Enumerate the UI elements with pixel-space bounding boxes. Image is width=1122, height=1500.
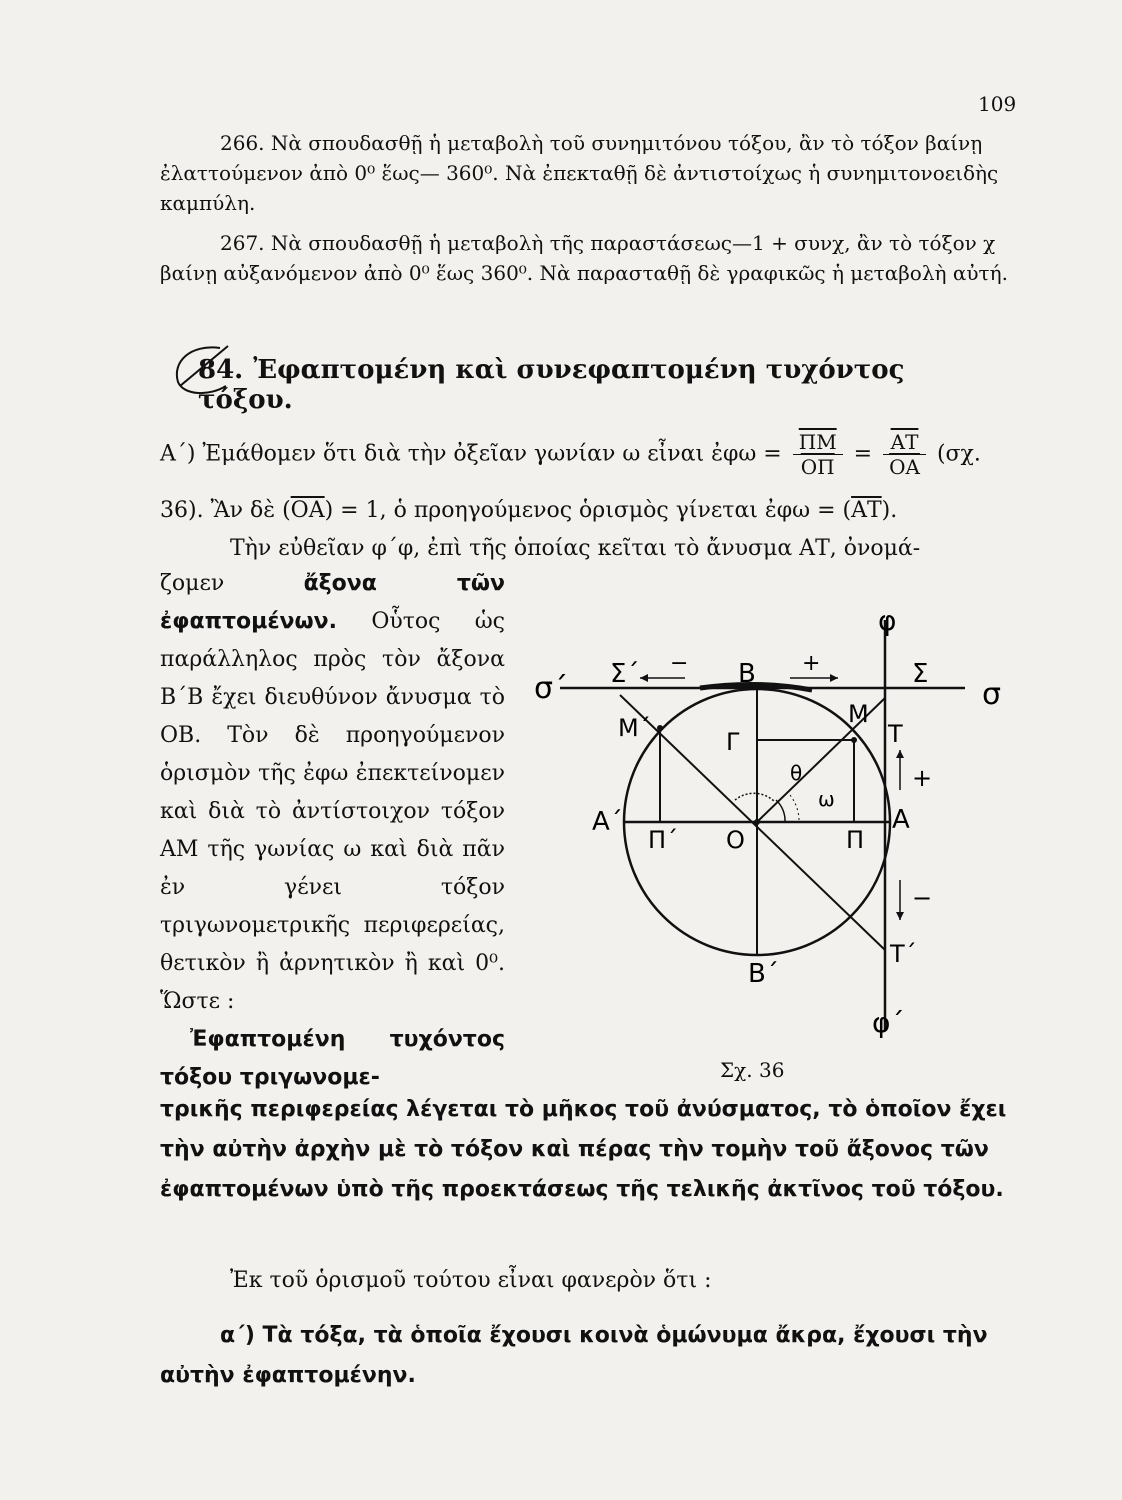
label-O: Ο xyxy=(726,826,745,854)
section-number: 84. xyxy=(198,355,244,385)
exercise-text: Νὰ σπουδασθῇ ἡ μεταβολὴ τοῦ συνημιτόνου τόξου, ἂν τὸ τόξον βαίνῃ ἐλαττούμενον ἀπὸ 0⁰ ἕως— 360⁰. Νὰ ἐπεκταθῇ δὲ ἀντιστοίχως ἡ συνημιτονοειδὴς καμπύλη. xyxy=(160,131,999,215)
fraction-pm-op: $\frac{\overline{\Pi M}}{O\Pi}$ xyxy=(793,430,843,479)
text: Ἐμάθομεν ὅτι διὰ τὴν ὀξεῖαν γωνίαν ω εἶναι ἐφω = xyxy=(202,441,782,467)
label-sigma: σ xyxy=(982,677,1002,712)
label-A: Α xyxy=(892,805,910,835)
term-tangent-axis: ἄξονα τῶν ἐφαπτομένων. xyxy=(160,571,505,634)
label-phi-prime: φ΄ xyxy=(872,1006,905,1039)
definition-rest: τρικῆς περιφερείας λέγεται τὸ μῆκος τοῦ ἀνύσματος, τὸ ὁποῖον ἔχει τὴν αὐτὴν ἀρχὴν μὲ τὸ τόξον καὶ πέρας τὴν τομὴν τοῦ ἄξονος τῶν ἐφαπτομένων ὑπὸ τῆς προεκτάσεως τῆς τελικῆς ἀκτῖνος τοῦ τόξου. xyxy=(160,1097,1007,1202)
exercise-number: 266. xyxy=(220,131,265,155)
label-M: Μ xyxy=(848,700,869,728)
conclusion-line: Ἐκ τοῦ ὁρισμοῦ τούτου εἶναι φανερὸν ὅτι : xyxy=(230,1268,712,1293)
item-prefix: Α΄) xyxy=(160,441,196,467)
section-title: Ἐφαπτομένη καὶ συνεφαπτομένη τυχόντος τόξου. xyxy=(198,355,905,415)
exercise-number: 267. xyxy=(220,231,265,255)
angle-theta-arc xyxy=(735,793,775,802)
paragraph-a-line2 xyxy=(160,492,1020,530)
label-P-prime: Π΄ xyxy=(648,826,679,854)
page-number: 109 xyxy=(978,92,1017,116)
point-m xyxy=(851,737,857,743)
label-minus-vertical: − xyxy=(912,884,933,912)
label-minus-horizontal: − xyxy=(670,651,689,676)
fraction-at-oa: $\frac{\overline{AT}}{OA}$ xyxy=(883,430,926,479)
arrow-head xyxy=(896,750,904,758)
label-T: Τ xyxy=(888,720,903,748)
point-m-prime xyxy=(657,725,663,731)
label-G: Γ xyxy=(726,728,740,756)
definition-start: Ἐφαπτομένη τυχόντος τόξου τριγωνομε- xyxy=(160,1027,505,1090)
item-a: α΄) Τὰ τόξα, τὰ ὁποῖα ἔχουσι κοινὰ ὁμώνυμα ἄκρα, ἔχουσι τὴν αὐτὴν ἐφαπτομένην. xyxy=(160,1323,988,1388)
exercise-266 xyxy=(160,128,1020,218)
label-S: Σ xyxy=(912,659,929,689)
figure-36-diagram xyxy=(520,600,1020,1060)
label-S-prime: Σ΄ xyxy=(610,659,640,689)
arrow-head xyxy=(896,912,904,920)
vector-oa: $\overline{OA}$ xyxy=(290,498,325,523)
label-A-prime: Α΄ xyxy=(592,807,623,837)
label-phi: φ xyxy=(878,604,897,637)
label-P: Π xyxy=(846,826,865,854)
label-sigma-prime: σ΄ xyxy=(534,671,569,706)
label-B: Β xyxy=(738,659,756,689)
label-omega: ω xyxy=(818,787,835,811)
left-column-text xyxy=(160,565,505,1097)
label-M-prime: Μ΄ xyxy=(618,714,651,742)
text: Οὗτος ὡς παράλληλος πρὸς τὸν ἄξονα Β΄Β ἔχει διευθύνον ἄνυσμα τὸ ΟΒ. Τὸν δὲ προηγούμενον ὁρισμὸν τῆς ἐφω ἐπεκτείνομεν καὶ διὰ τὸ ἀντίστοιχον τόξον ΑΜ τῆς γωνίας ω καὶ διὰ πᾶν ἐν γένει τόξον τριγωνομετρικῆς περιφερείας, θετικὸν ἢ ἀρνητικὸν ἢ καὶ 0⁰. Ὥστε : xyxy=(160,609,506,1014)
label-plus-vertical: + xyxy=(912,764,933,792)
text: 36). Ἂν δὲ ( xyxy=(160,498,291,523)
text: ζομεν xyxy=(160,571,225,596)
text: ) = 1, ὁ προηγούμενος ὁρισμὸς γίνεται ἐφω = ( xyxy=(324,498,852,523)
exercise-text: Νὰ σπουδασθῇ ἡ μεταβολὴ τῆς παραστάσεως—1 + συνχ, ἂν τὸ τόξον χ βαίνῃ αὐξανόμενον ἀπὸ 0⁰ ἕως 360⁰. Νὰ παρασταθῇ δὲ γραφικῶς ἡ μεταβολὴ αὐτή. xyxy=(160,231,1008,285)
equals: = xyxy=(853,441,873,467)
label-B-prime: Β΄ xyxy=(748,959,779,989)
paragraph-a-line1 xyxy=(160,430,1020,479)
label-T-prime: Τ΄ xyxy=(890,940,917,968)
vector-at: $\overline{AT}$ xyxy=(851,498,882,523)
angle-omega-arc-2 xyxy=(790,795,799,822)
text: ). xyxy=(881,498,898,523)
label-plus-horizontal: + xyxy=(802,651,821,676)
arrow-head xyxy=(640,674,648,682)
text: (σχ. xyxy=(936,441,981,467)
exercise-267 xyxy=(160,228,1020,288)
arrow-head xyxy=(830,674,838,682)
point-o xyxy=(754,819,760,825)
figure-caption: Σχ. 36 xyxy=(720,1058,785,1082)
paragraph-a-line3: Τὴν εὐθεῖαν φ΄φ, ἐπὶ τῆς ὁποίας κεῖται τὸ ἄνυσμα ΑΤ, ὀνομά- xyxy=(230,536,921,561)
label-theta: θ xyxy=(790,761,803,785)
section-heading xyxy=(198,355,998,415)
